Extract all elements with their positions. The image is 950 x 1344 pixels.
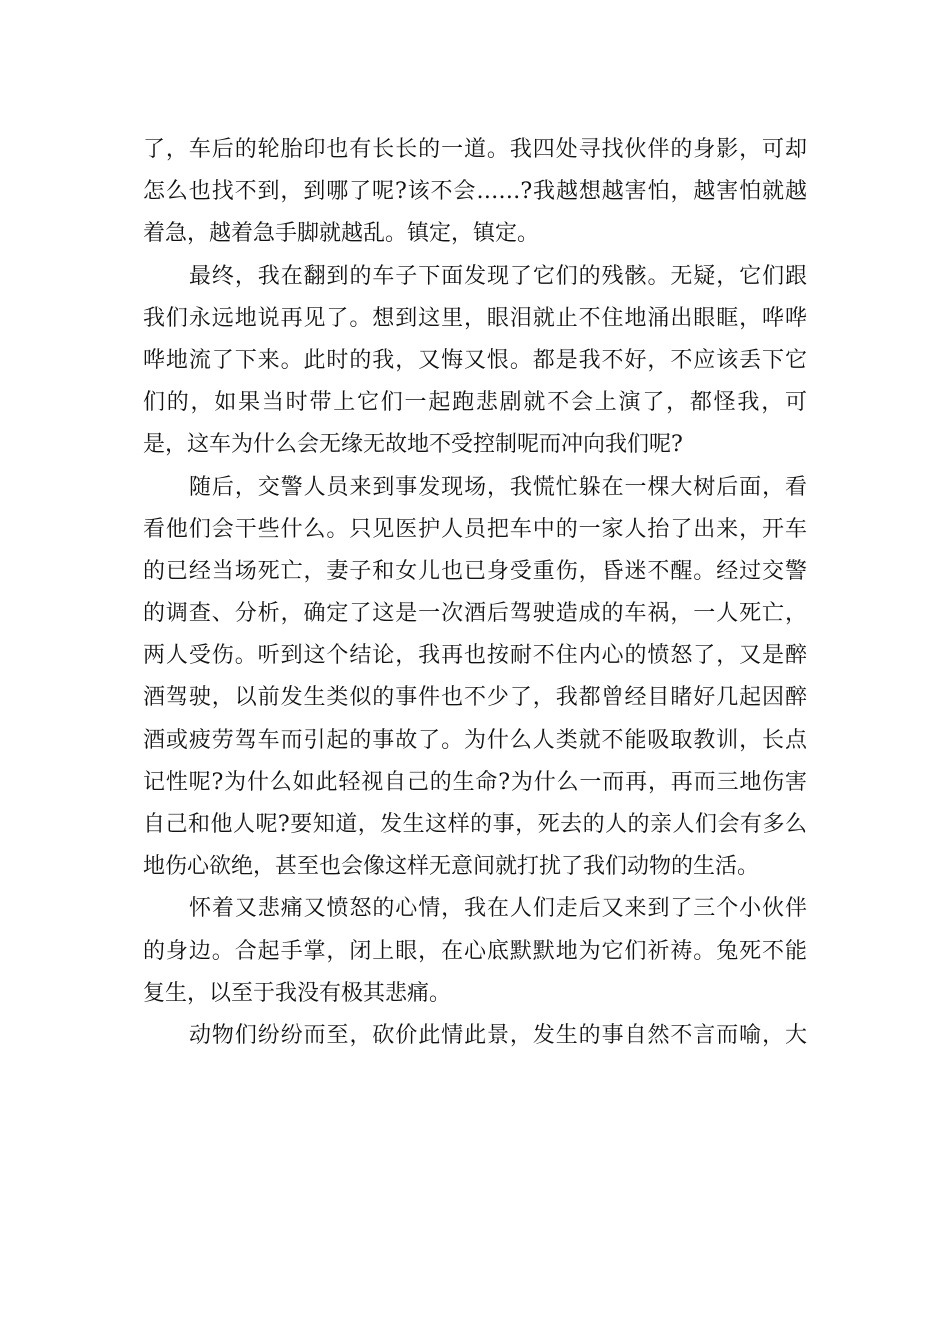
text-line: 复生，以至于我没有极其悲痛。 <box>143 980 452 1006</box>
text-line: 自己和他人呢?要知道，发生这样的事，死去的人的亲人们会有多么 <box>143 812 807 837</box>
text-line: 地伤心欲绝，甚至也会像这样无意间就打扰了我们动物的生活。 <box>143 854 760 880</box>
text-line: 是，这车为什么会无缘无故地不受控制呢而冲向我们呢? <box>143 432 683 458</box>
paragraph-first-line: 动物们纷纷而至，砍价此情此景，发生的事自然不言而喻，大 <box>189 1022 807 1048</box>
text-line: 哗地流了下来。此时的我，又悔又恨。都是我不好，不应该丢下它 <box>143 347 807 373</box>
paragraph-first-line: 随后，交警人员来到事发现场，我慌忙躲在一棵大树后面，看 <box>189 474 807 500</box>
text-line: 看他们会干些什么。只见医护人员把车中的一家人抬了出来，开车 <box>143 516 807 542</box>
text-line: 的调查、分析，确定了这是一次酒后驾驶造成的车祸，一人死亡， <box>143 601 807 627</box>
paragraph-first-line: 怀着又悲痛又愤怒的心情，我在人们走后又来到了三个小伙伴 <box>189 896 807 922</box>
paragraph-first-line: 最终，我在翻到的车子下面发现了它们的残骸。无疑，它们跟 <box>189 263 807 289</box>
text-line: 的已经当场死亡，妻子和女儿也已身受重伤，昏迷不醒。经过交警 <box>143 558 807 584</box>
text-line: 怎么也找不到，到哪了呢?该不会……?我越想越害怕，越害怕就越 <box>143 179 807 205</box>
text-line: 记性呢?为什么如此轻视自己的生命?为什么一而再，再而三地伤害 <box>143 769 807 795</box>
text-line: 两人受伤。听到这个结论，我再也按耐不住内心的愤怒了，又是醉 <box>143 643 807 669</box>
text-line: 我们永远地说再见了。想到这里，眼泪就止不住地涌出眼眶，哗哗 <box>143 305 807 331</box>
text-line: 酒或疲劳驾车而引起的事故了。为什么人类就不能吸取教训，长点 <box>143 727 807 753</box>
text-line: 了，车后的轮胎印也有长长的一道。我四处寻找伙伴的身影，可却 <box>143 137 807 162</box>
text-line: 的身边。合起手掌，闭上眼，在心底默默地为它们祈祷。兔死不能 <box>143 938 807 964</box>
text-line: 着急，越着急手脚就越乱。镇定，镇定。 <box>143 221 540 247</box>
text-line: 们的，如果当时带上它们一起跑悲剧就不会上演了，都怪我，可 <box>143 390 807 416</box>
text-line: 酒驾驶，以前发生类似的事件也不少了，我都曾经目睹好几起因醉 <box>143 685 807 711</box>
document-body <box>143 129 807 1057</box>
